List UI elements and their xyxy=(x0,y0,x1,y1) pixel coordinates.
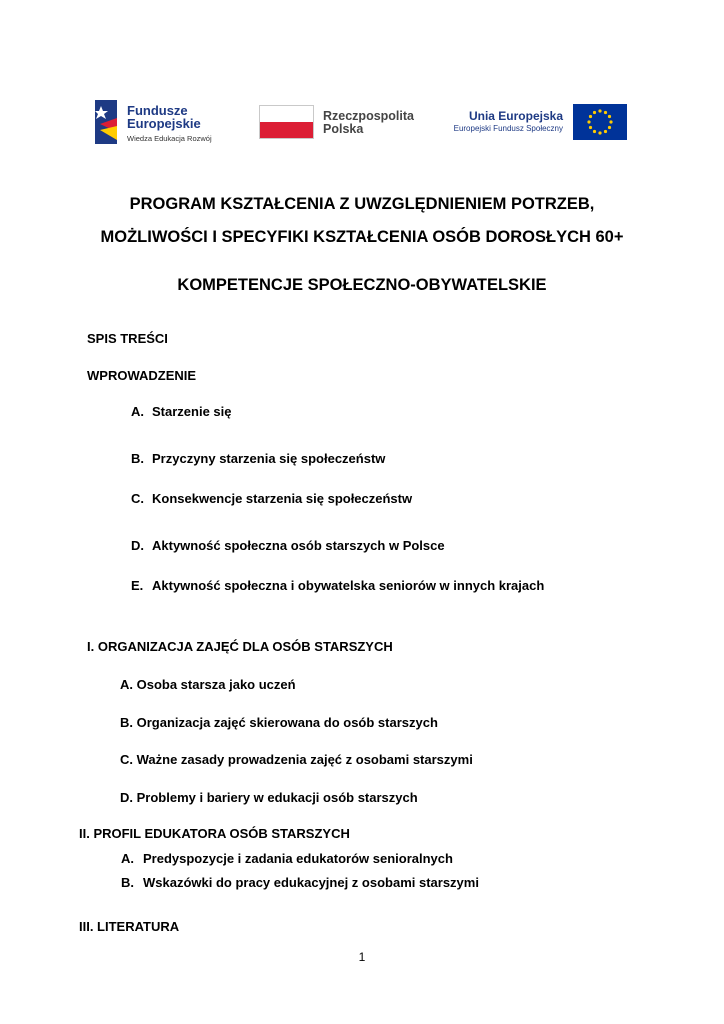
section-1-item-d: D. Problemy i bariery w edukacji osób starszych xyxy=(120,790,418,805)
intro-item-c xyxy=(131,491,412,506)
intro-item-text: Aktywność społeczna i obywatelska seniorów w innych krajach xyxy=(152,578,545,593)
intro-item-marker: B. xyxy=(131,451,144,466)
section-1-item-b: B. Organizacja zajęć skierowana do osób starszych xyxy=(120,715,438,730)
intro-item-text: Aktywność społeczna osób starszych w Polsce xyxy=(152,538,445,553)
ue-logo-line2: Europejski Fundusz Społeczny xyxy=(453,124,563,133)
intro-item-marker: C. xyxy=(131,491,144,506)
document-title xyxy=(0,188,724,254)
eu-flag-icon xyxy=(573,104,627,140)
document-subtitle: KOMPETENCJE SPOŁECZNO-OBYWATELSKIE xyxy=(177,276,547,294)
fe-logo-tagline: Wiedza Edukacja Rozwój xyxy=(127,134,212,143)
intro-item-b xyxy=(131,451,385,466)
intro-item-text: Przyczyny starzenia się społeczeństw xyxy=(152,451,386,466)
section-1-item-c: C. Ważne zasady prowadzenia zajęć z osobami starszymi xyxy=(120,752,473,767)
intro-item-text: Konsekwencje starzenia się społeczeństw xyxy=(152,491,413,506)
fe-logo-line2: Europejskie xyxy=(127,116,201,131)
intro-item-a xyxy=(131,404,232,419)
rp-logo-line1: Rzeczpospolita xyxy=(323,109,414,123)
fundusze-europejskie-logo xyxy=(95,98,235,146)
title-line-1: PROGRAM KSZTAŁCENIA Z UWZGLĘDNIENIEM POTRZEB, xyxy=(129,195,595,213)
intro-heading: WPROWADZENIE xyxy=(87,368,197,383)
section-3-heading: III. LITERATURA xyxy=(79,919,180,934)
intro-item-text: Starzenie się xyxy=(152,404,232,419)
section-2-item-text: Predyspozycje i zadania edukatorów senioralnych xyxy=(143,851,453,866)
title-line-2: MOŻLIWOŚCI I SPECYFIKI KSZTAŁCENIA OSÓB DOROSŁYCH 60+ xyxy=(100,228,624,246)
section-2-heading: II. PROFIL EDUKATORA OSÓB STARSZYCH xyxy=(79,826,350,841)
intro-item-d xyxy=(131,538,445,553)
rp-logo-line2: Polska xyxy=(323,122,364,136)
section-1-heading: I. ORGANIZACJA ZAJĘĆ DLA OSÓB STARSZYCH xyxy=(87,639,393,654)
logo-bar xyxy=(0,98,724,148)
unia-europejska-logo xyxy=(447,98,627,146)
ue-logo-line1: Unia Europejska xyxy=(468,109,563,123)
section-2-item-b xyxy=(121,875,479,890)
fe-logo-line1: Fundusze xyxy=(127,103,188,118)
intro-item-marker: A. xyxy=(131,404,144,419)
intro-item-marker: D. xyxy=(131,538,144,553)
section-2-item-marker: A. xyxy=(121,851,134,866)
fundusze-europejskie-icon xyxy=(95,100,121,144)
toc-heading: SPIS TREŚCI xyxy=(87,331,168,346)
section-2-item-a xyxy=(121,851,453,866)
rzeczpospolita-polska-logo xyxy=(259,98,429,146)
polish-flag-icon xyxy=(259,105,314,139)
section-2-item-marker: B. xyxy=(121,875,134,890)
section-2-item-text: Wskazówki do pracy edukacyjnej z osobami starszymi xyxy=(143,875,479,890)
page-number: 1 xyxy=(358,950,366,964)
section-1-item-a: A. Osoba starsza jako uczeń xyxy=(120,677,296,692)
intro-item-e xyxy=(131,578,544,593)
intro-item-marker: E. xyxy=(131,578,144,593)
